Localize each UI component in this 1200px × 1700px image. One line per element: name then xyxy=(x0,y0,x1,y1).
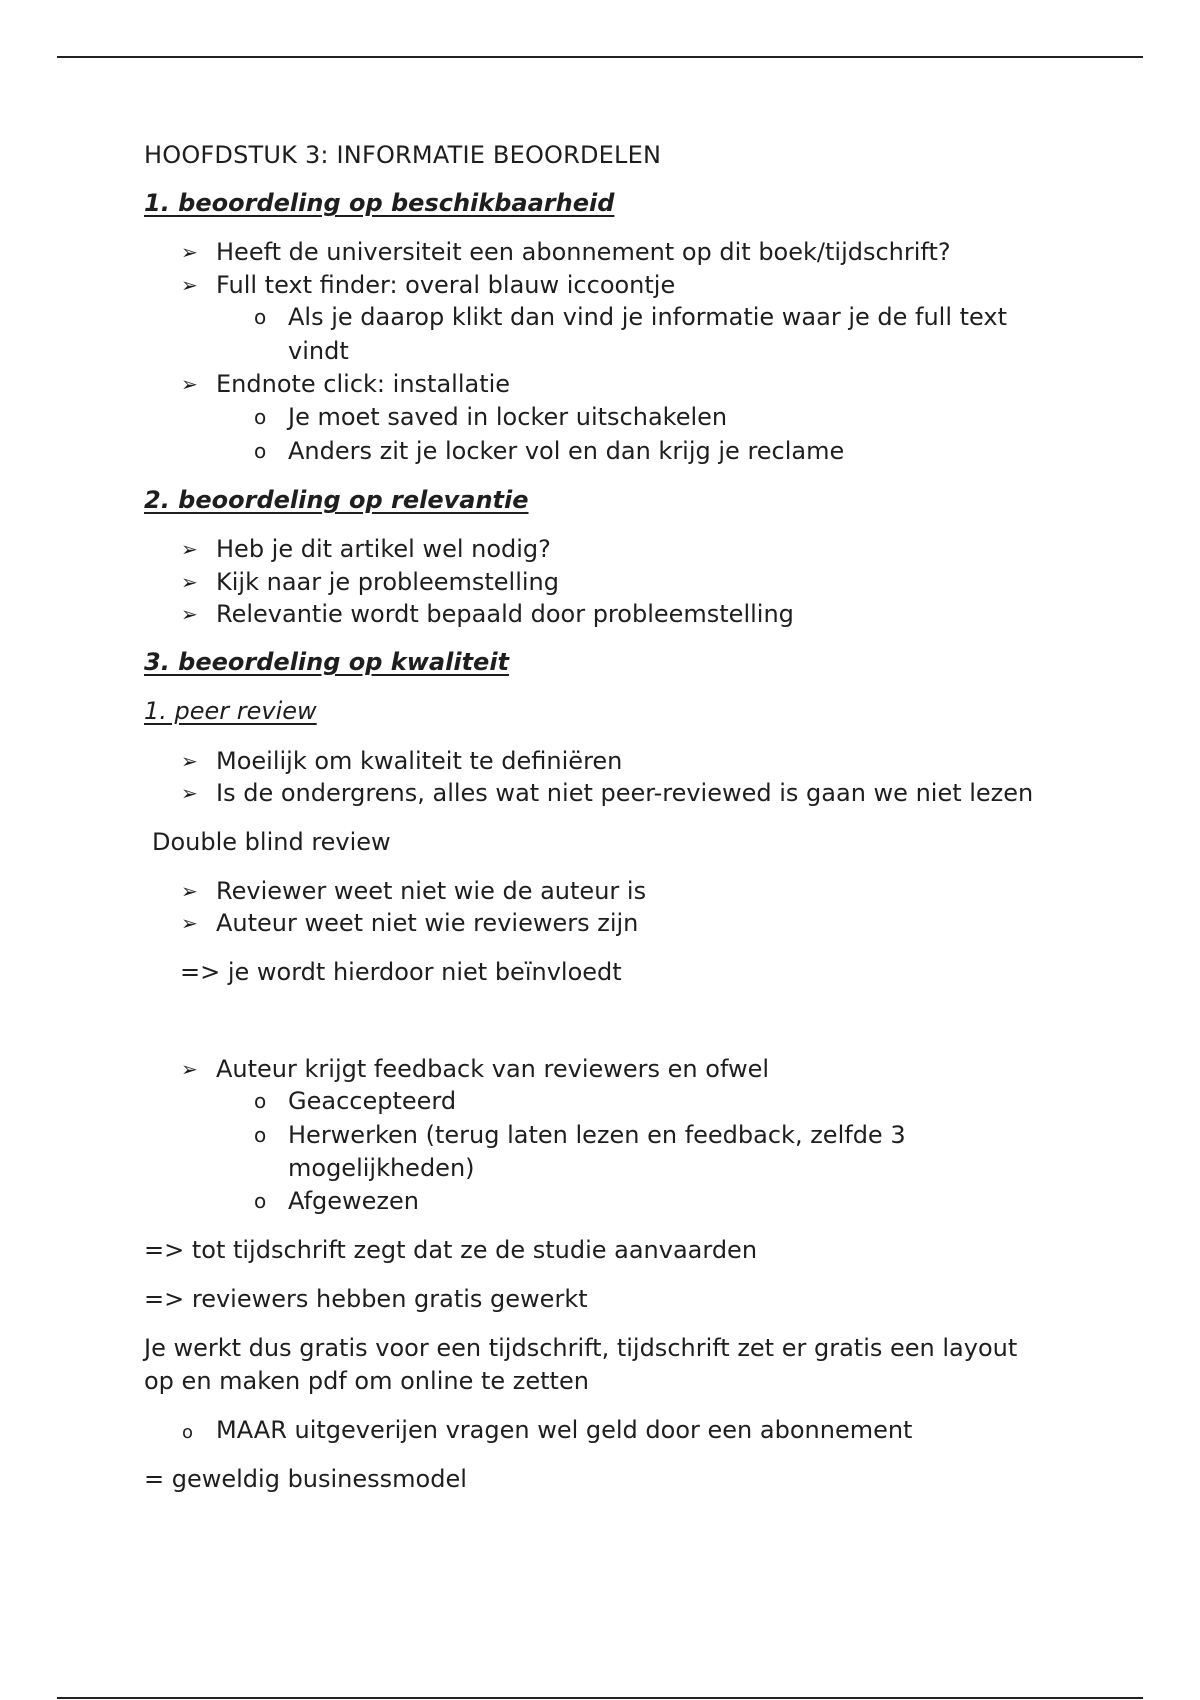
circle-bullet-icon: o xyxy=(182,1422,194,1443)
arrow-bullet-icon: ➢ xyxy=(181,1057,198,1081)
circle-bullet-icon: o xyxy=(254,1089,267,1113)
arrow-bullet-icon: ➢ xyxy=(181,240,198,264)
list-item: Auteur krijgt feedback van reviewers en ofwel xyxy=(216,1055,770,1083)
paragraph-line: op en maken pdf om online te zetten xyxy=(144,1367,589,1395)
arrow-bullet-icon: ➢ xyxy=(181,537,198,561)
list-item: MAAR uitgeverijen vragen wel geld door een abonnement xyxy=(216,1416,913,1444)
list-subitem-continued: mogelijkheden) xyxy=(288,1154,475,1182)
list-subitem: Anders zit je locker vol en dan krijg je reclame xyxy=(288,437,845,465)
arrow-bullet-icon: ➢ xyxy=(181,749,198,773)
circle-bullet-icon: o xyxy=(254,1123,267,1147)
circle-bullet-icon: o xyxy=(254,405,267,429)
list-item: Auteur weet niet wie reviewers zijn xyxy=(216,909,639,937)
list-subitem: Afgewezen xyxy=(288,1187,419,1215)
top-rule xyxy=(57,56,1143,58)
list-subitem: Herwerken (terug laten lezen en feedback, zelfde 3 xyxy=(288,1121,906,1149)
list-subitem: Geaccepteerd xyxy=(288,1087,457,1115)
list-item: Reviewer weet niet wie de auteur is xyxy=(216,877,647,905)
arrow-bullet-icon: ➢ xyxy=(181,781,198,805)
section-heading-availability: 1. beoordeling op beschikbaarheid xyxy=(144,189,615,217)
arrow-bullet-icon: ➢ xyxy=(181,879,198,903)
circle-bullet-icon: o xyxy=(254,439,267,463)
final-line: = geweldig businessmodel xyxy=(144,1465,467,1493)
result-line: => tot tijdschrift zegt dat ze de studie aanvaarden xyxy=(144,1236,758,1264)
list-item: Heeft de universiteit een abonnement op dit boek/tijdschrift? xyxy=(216,238,951,266)
circle-bullet-icon: o xyxy=(254,305,267,329)
section-heading-quality: 3. beeordeling op kwaliteit xyxy=(144,648,510,676)
double-blind-label: Double blind review xyxy=(152,828,391,856)
list-item: Full text finder: overal blauw iccoontje xyxy=(216,271,676,299)
section-heading-relevance: 2. beoordeling op relevantie xyxy=(144,486,529,514)
paragraph-line: Je werkt dus gratis voor een tijdschrift, tijdschrift zet er gratis een layout xyxy=(144,1334,1018,1362)
document-title: HOOFDSTUK 3: INFORMATIE BEOORDELEN xyxy=(144,141,662,169)
list-subitem-continued: vindt xyxy=(288,337,349,365)
list-subitem: Als je daarop klikt dan vind je informatie waar je de full text xyxy=(288,303,1008,331)
conclusion-line: => je wordt hierdoor niet beïnvloedt xyxy=(180,958,622,986)
list-item: Heb je dit artikel wel nodig? xyxy=(216,535,551,563)
arrow-bullet-icon: ➢ xyxy=(181,372,198,396)
list-item: Is de ondergrens, alles wat niet peer-reviewed is gaan we niet lezen xyxy=(216,779,1034,807)
result-line: => reviewers hebben gratis gewerkt xyxy=(144,1285,588,1313)
arrow-bullet-icon: ➢ xyxy=(181,911,198,935)
circle-bullet-icon: o xyxy=(254,1189,267,1213)
list-item: Kijk naar je probleemstelling xyxy=(216,568,559,596)
bottom-rule xyxy=(57,1697,1143,1699)
list-item: Moeilijk om kwaliteit te definiëren xyxy=(216,747,623,775)
arrow-bullet-icon: ➢ xyxy=(181,602,198,626)
list-item: Endnote click: installatie xyxy=(216,370,511,398)
list-item: Relevantie wordt bepaald door probleemstelling xyxy=(216,600,794,628)
arrow-bullet-icon: ➢ xyxy=(181,273,198,297)
subheading-peer-review: 1. peer review xyxy=(144,697,317,725)
arrow-bullet-icon: ➢ xyxy=(181,570,198,594)
list-subitem: Je moet saved in locker uitschakelen xyxy=(288,403,728,431)
